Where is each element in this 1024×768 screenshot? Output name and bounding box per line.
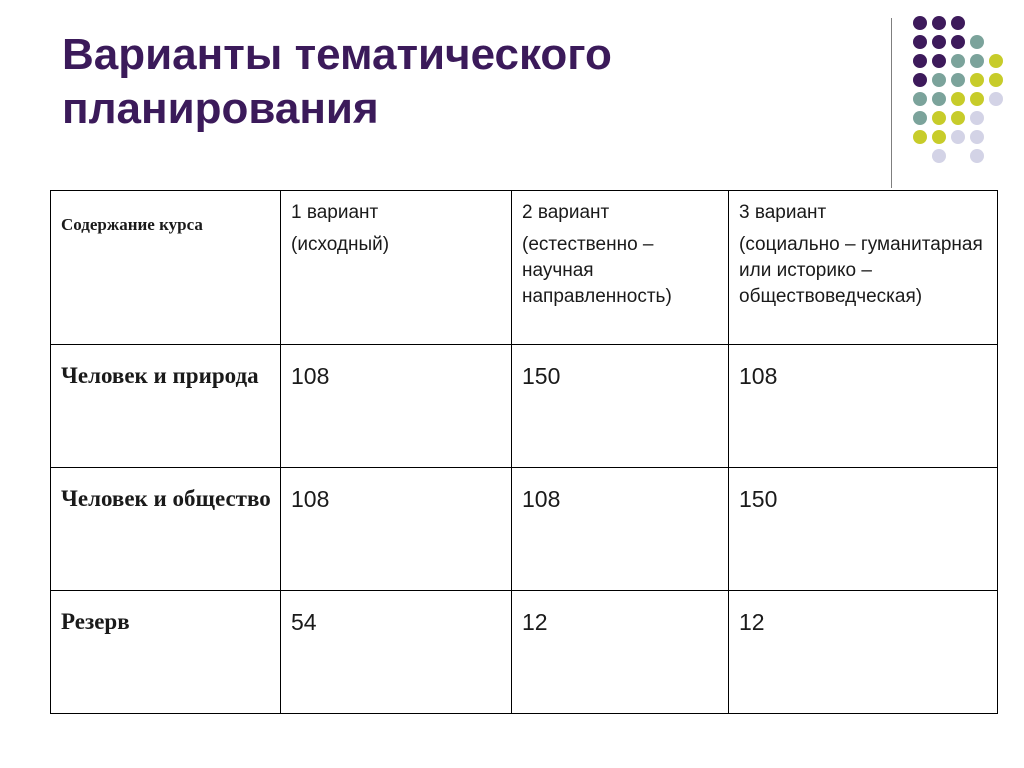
decorative-dot	[970, 111, 984, 125]
decorative-dot	[913, 111, 927, 125]
header-cell-corner	[51, 191, 281, 345]
decorative-dot	[951, 73, 965, 87]
decorative-dot	[970, 73, 984, 87]
decorative-dot	[970, 54, 984, 68]
table-row	[51, 591, 998, 714]
value-cell	[281, 345, 512, 468]
decorative-dot	[932, 73, 946, 87]
variant-1-name: 1 вариант	[291, 202, 379, 223]
hours-value: 108	[291, 486, 330, 512]
decorative-dot	[970, 149, 984, 163]
table-row	[51, 468, 998, 591]
decorative-dot	[951, 92, 965, 106]
hours-value: 12	[522, 609, 548, 635]
table-header-row	[51, 191, 998, 345]
decorative-dot	[932, 35, 946, 49]
decorative-dot	[932, 92, 946, 106]
decorative-dot	[970, 130, 984, 144]
variant-2-description: (естественно – научная направленность)	[522, 234, 672, 307]
decorative-dot	[932, 16, 946, 30]
decorative-dot	[989, 54, 1003, 68]
value-cell	[729, 468, 998, 591]
value-cell	[281, 468, 512, 591]
decorative-dot	[951, 54, 965, 68]
row-label-cell	[51, 591, 281, 714]
decorative-dot	[913, 92, 927, 106]
course-content-label: Содержание курса	[61, 215, 203, 234]
value-cell	[512, 345, 729, 468]
decorative-dot	[951, 111, 965, 125]
row-label: Человек и природа	[61, 363, 259, 388]
value-cell	[281, 591, 512, 714]
planning-table	[50, 190, 998, 714]
row-label: Человек и общество	[61, 486, 271, 511]
slide-title-line-2: планирования	[62, 84, 379, 133]
hours-value: 54	[291, 609, 317, 635]
header-cell-variant-2	[512, 191, 729, 345]
header-cell-variant-3	[729, 191, 998, 345]
hours-value: 108	[291, 363, 330, 389]
value-cell	[512, 468, 729, 591]
decorative-dot	[951, 130, 965, 144]
decorative-dot	[932, 149, 946, 163]
row-label-cell	[51, 468, 281, 591]
decorative-dot	[951, 16, 965, 30]
decorative-dot	[913, 130, 927, 144]
decorative-dot	[970, 92, 984, 106]
decorative-dot	[951, 35, 965, 49]
row-label: Резерв	[61, 609, 130, 634]
variant-3-description: (социально – гуманитарная или историко – обществоведческая)	[739, 234, 983, 307]
decorative-dot	[932, 54, 946, 68]
decorative-dot	[913, 73, 927, 87]
hours-value: 12	[739, 609, 765, 635]
variant-1-description: (исходный)	[291, 234, 390, 255]
value-cell	[729, 591, 998, 714]
decorative-dot	[970, 35, 984, 49]
value-cell	[729, 345, 998, 468]
header-cell-variant-1	[281, 191, 512, 345]
hours-value: 108	[739, 363, 778, 389]
decorative-dot	[913, 16, 927, 30]
decorative-dot	[913, 54, 927, 68]
row-label-cell	[51, 345, 281, 468]
decorative-dot	[989, 73, 1003, 87]
slide-title-line-1: Варианты тематического	[62, 30, 612, 79]
hours-value: 150	[739, 486, 778, 512]
table-row	[51, 345, 998, 468]
value-cell	[512, 591, 729, 714]
decorative-dot	[989, 92, 1003, 106]
hours-value: 108	[522, 486, 561, 512]
decorative-dot	[932, 130, 946, 144]
variant-2-name: 2 вариант	[522, 202, 610, 223]
decorative-dot	[913, 35, 927, 49]
hours-value: 150	[522, 363, 561, 389]
variant-3-name: 3 вариант	[739, 202, 827, 223]
decorative-dot	[932, 111, 946, 125]
